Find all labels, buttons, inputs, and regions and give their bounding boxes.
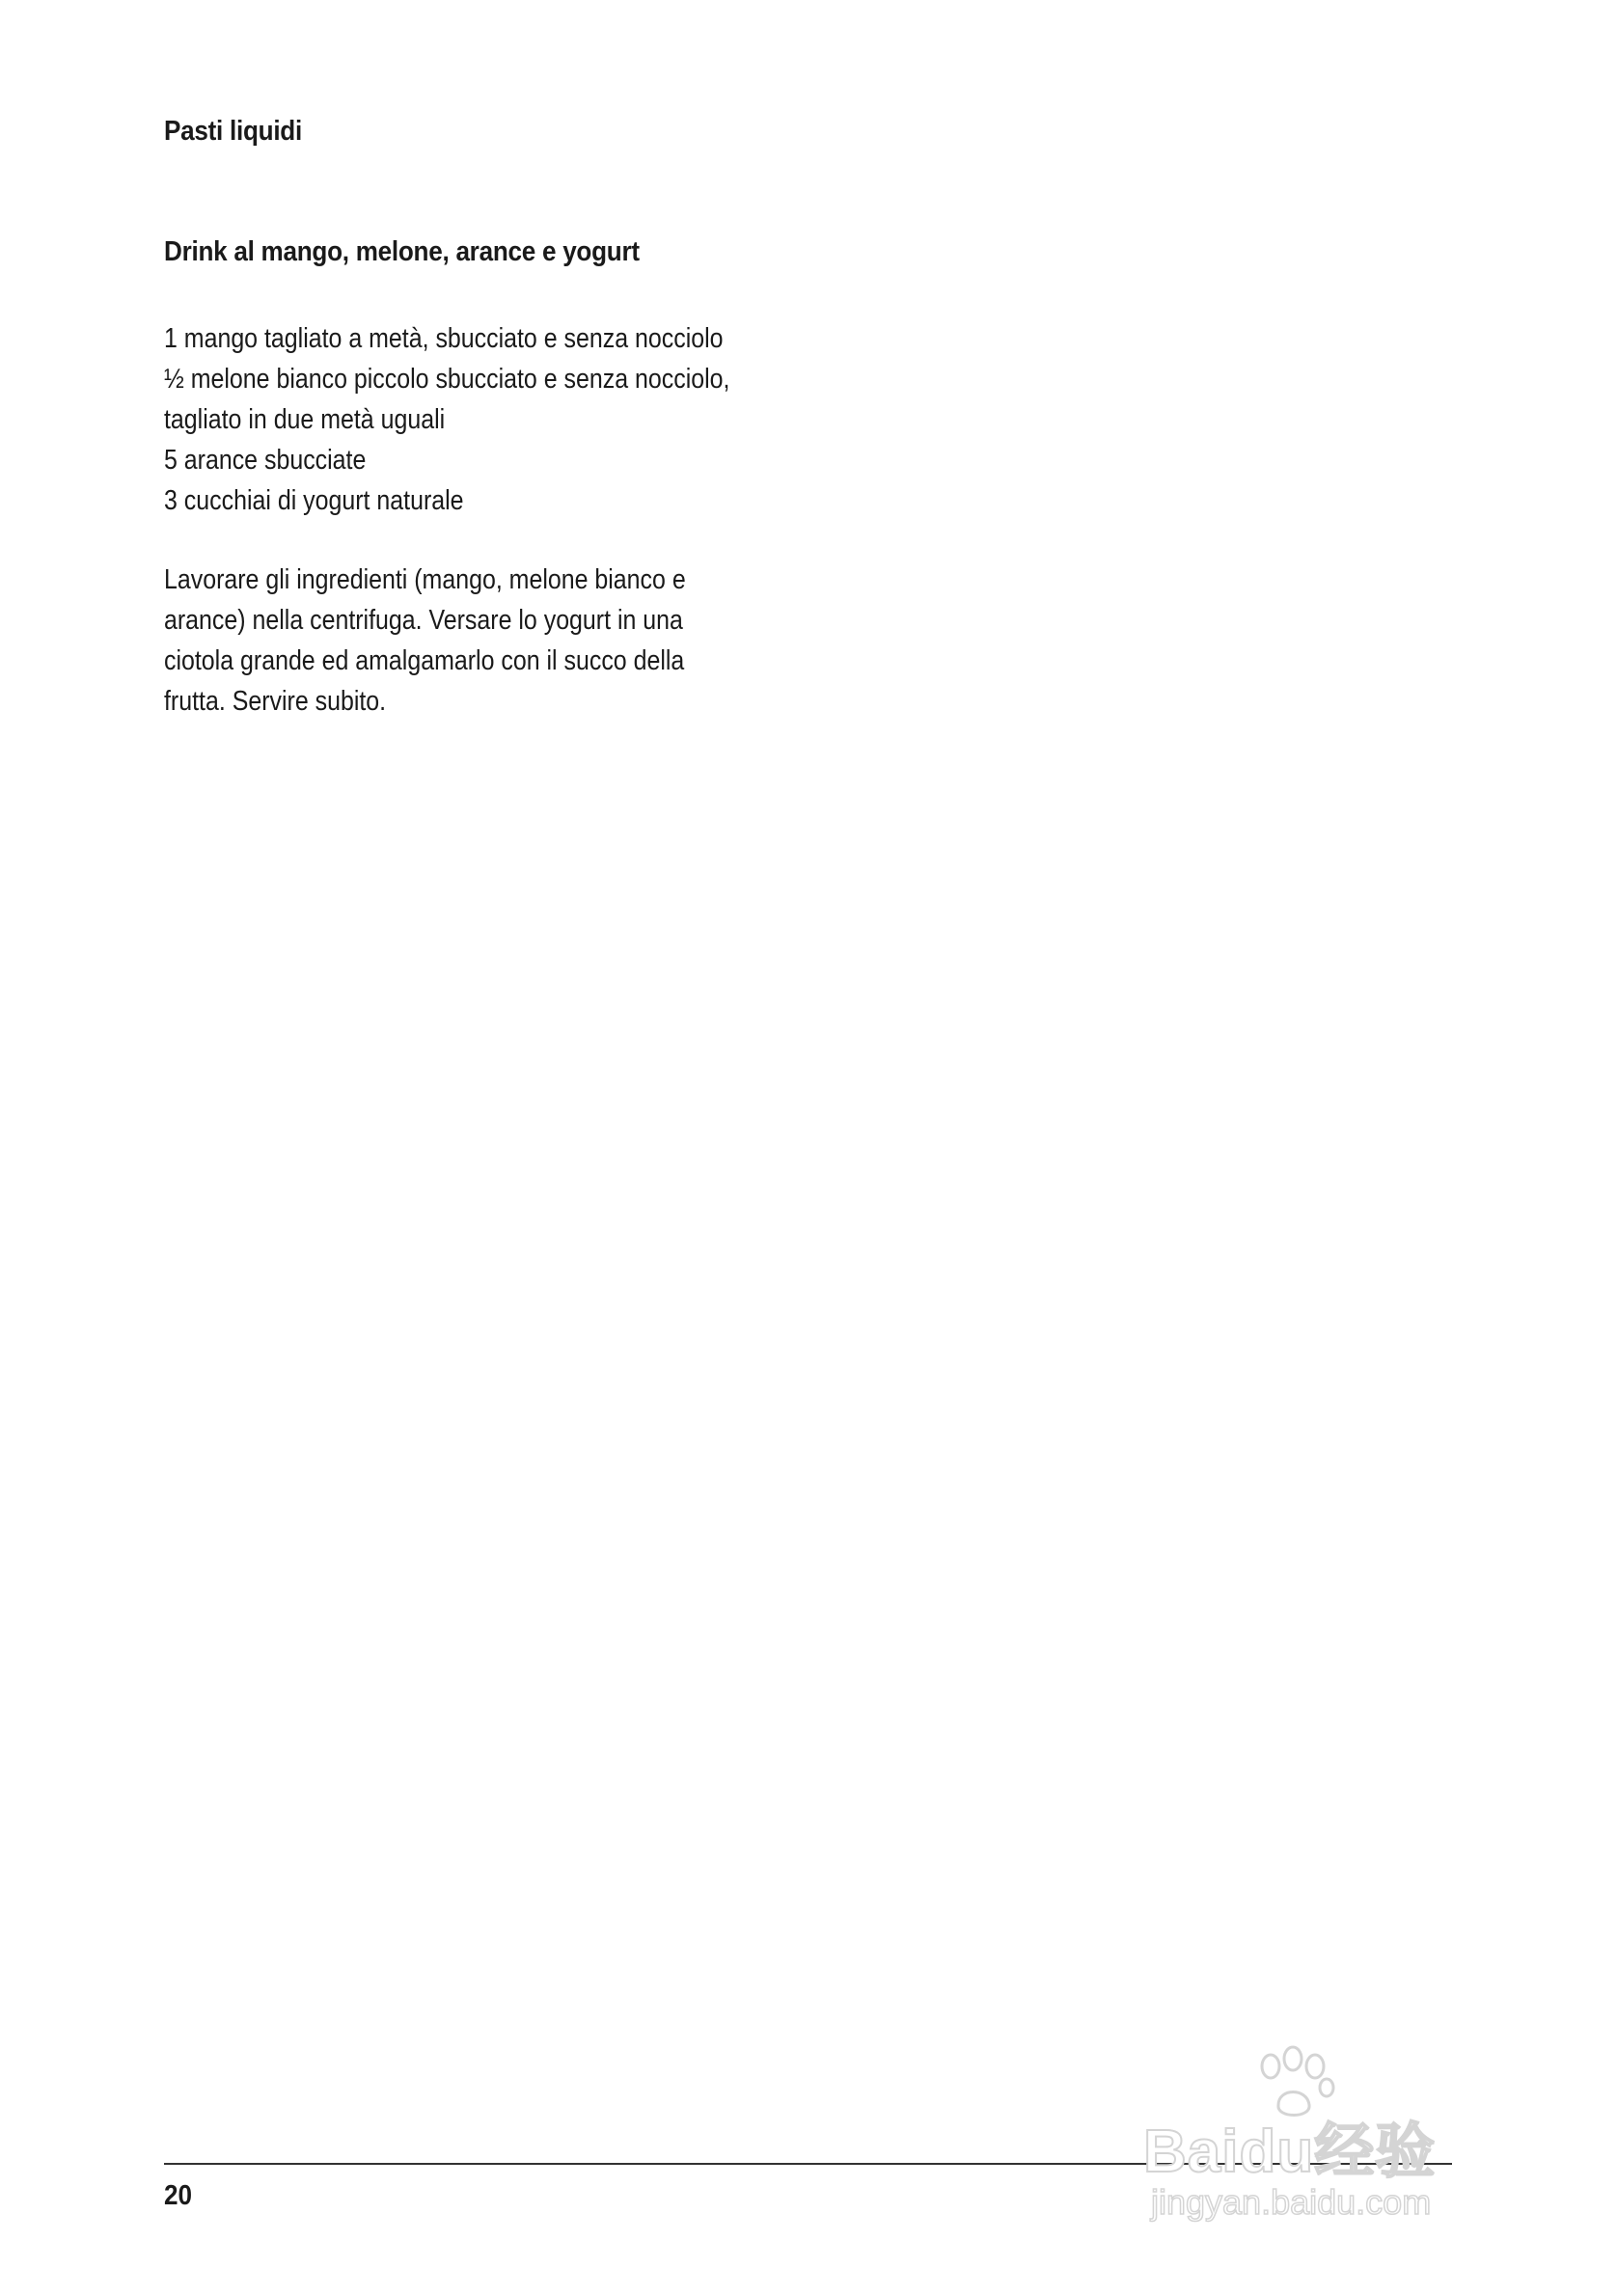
recipe-title: Drink al mango, melone, arance e yogurt xyxy=(164,236,640,267)
method-line: arance) nella centrifuga. Versare lo yogurt in una xyxy=(164,605,683,636)
method-line: Lavorare gli ingredienti (mango, melone bianco e xyxy=(164,564,686,595)
page-number: 20 xyxy=(164,2180,193,2211)
ingredient-line: 3 cucchiai di yogurt naturale xyxy=(164,485,464,516)
ingredient-line: 1 mango tagliato a metà, sbucciato e senza nocciolo xyxy=(164,323,724,354)
method-line: ciotola grande ed amalgamarlo con il succo della xyxy=(164,645,685,676)
watermark-url-text: jingyan.baidu.com xyxy=(1151,2182,1432,2222)
watermark xyxy=(1143,2045,1529,2238)
watermark-logo-text: Baidu经验 xyxy=(1143,2118,1437,2185)
ingredient-line: ½ melone bianco piccolo sbucciato e senza nocciolo, xyxy=(164,364,730,395)
method-paragraph xyxy=(164,560,686,722)
ingredient-line: 5 arance sbucciate xyxy=(164,445,367,476)
ingredient-list xyxy=(164,318,729,521)
method-line: frutta. Servire subito. xyxy=(164,686,387,717)
section-title: Pasti liquidi xyxy=(164,116,302,147)
ingredient-line: tagliato in due metà uguali xyxy=(164,404,446,435)
